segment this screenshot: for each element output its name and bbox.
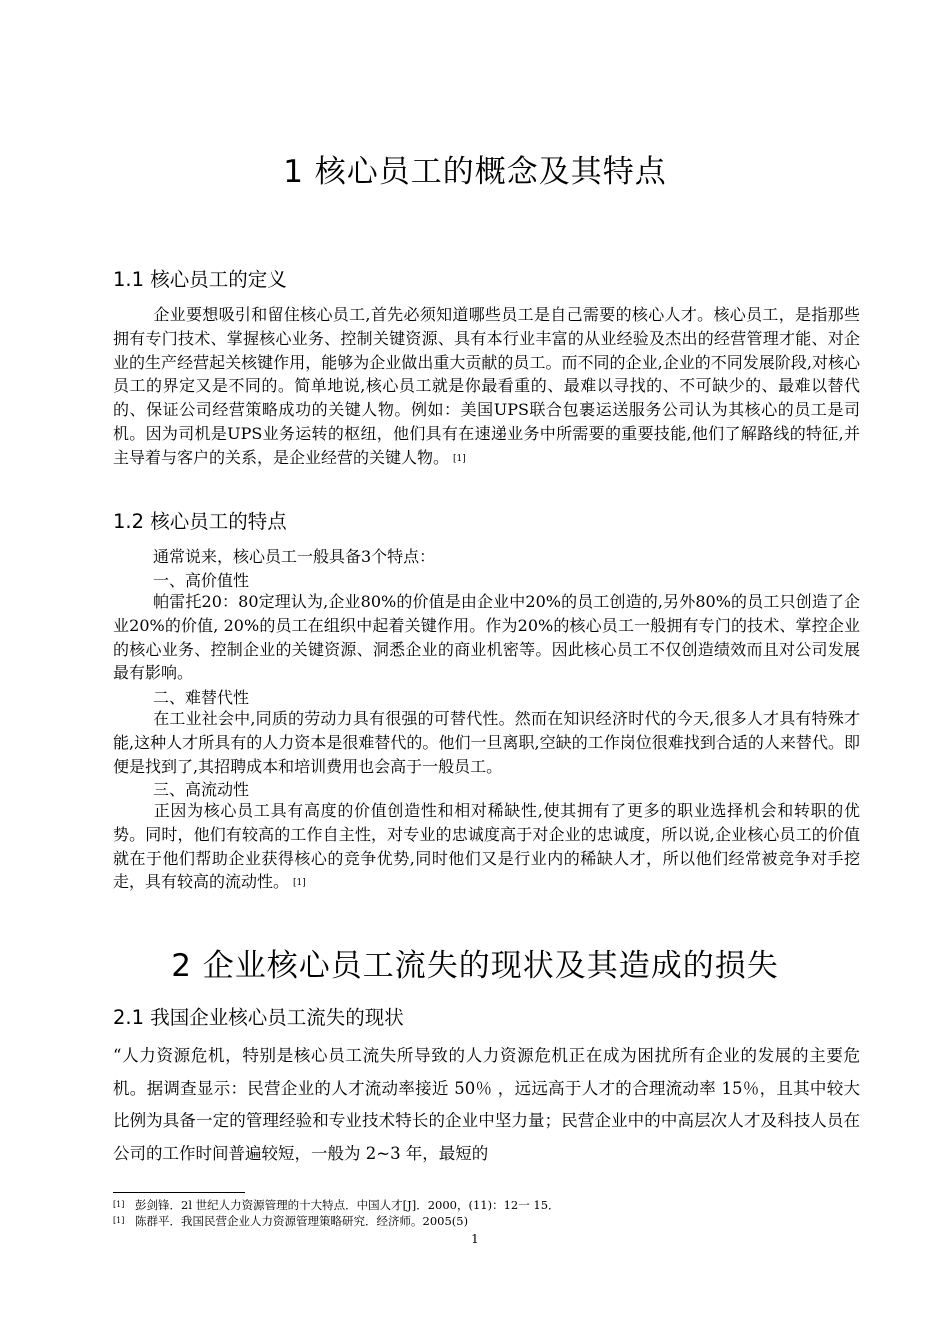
page-number: 1 (471, 1232, 479, 1246)
trait-1-text: 帕雷托20：80定理认为,企业80%的价值是由企业中20%的员工创造的,另外80%的员工只创造了企业20%的价值, 20%的员工在组织中起着关键作用。作为20%的核心员工一般拥有专门的技术、掌控企业的核心业务、控制企业的关键资源、洞悉企业的商业机密等。因此核心员工不仅创造绩效而且对公司发展最有影响。 (113, 592, 860, 683)
section-2-1-heading: 2.1 我国企业核心员工流失的现状 (113, 1006, 404, 1029)
footnote-mark: [1] (113, 1216, 125, 1225)
chapter-2-title: 2 企业核心员工流失的现状及其造成的损失 (171, 948, 779, 984)
trait-2-title: 二、难替代性 (153, 688, 250, 707)
trait-3-title: 三、高流动性 (153, 780, 250, 799)
section-1-1-body (113, 303, 860, 472)
section-1-1-text: 企业要想吸引和留住核心员工,首先必须知道哪些员工是自己需要的核心人才。核心员工，是指那些拥有专门技术、掌握核心业务、控制关键资源、具有本行业丰富的从业经验及杰出的经营管理才能、对企业的生产经营起关核键作用，能够为企业做出重大贡献的员工。而不同的企业,企业的不同发展阶段,对核心员工的界定又是不同的。简单地说,核心员工就是你最看重的、最难以寻找的、不可缺少的、最难以替代的、保证公司经营策略成功的关键人物。例如：美国UPS联合包裹运送服务公司认为其核心的员工是司机。因为司机是UPS业务运转的枢纽，他们具有在速递业务中所需要的重要技能,他们了解路线的特征,并主导着与客户的关系，是企业经营的关键人物。 (113, 305, 860, 467)
footnote-text: 陈群平．我国民营企业人力资源管理策略研究．经济师。2005(5) (135, 1214, 469, 1228)
footnote-divider (113, 1192, 245, 1193)
section-1-2-heading: 1.2 核心员工的特点 (113, 510, 287, 533)
trait-2-text: 在工业社会中,同质的劳动力具有很强的可替代性。然而在知识经济时代的今天,很多人才具有特殊才能,这种人才所具有的人力资本是很难替代的。他们一旦离职,空缺的工作岗位很难找到合适的人来替代。即便是找到了,其招聘成本和培训费用也会高于一般员工。 (113, 709, 860, 776)
trait-1-body (113, 590, 860, 685)
trait-2-body (113, 707, 860, 778)
trait-3-body (113, 799, 860, 896)
chapter-1-title: 1 核心员工的概念及其特点 (283, 154, 667, 190)
section-1-2-intro: 通常说来，核心员工一般具备3个特点： (153, 547, 436, 566)
footnote-1 (113, 1197, 560, 1213)
citation-ref: [1] (293, 878, 306, 889)
section-2-1-text: “人力资源危机，特别是核心员工流失所导致的人力资源危机正在成为困扰所有企业的发展的主要危机。据调查显示：民营企业的人才流动率接近 50％ ，远远高于人才的合理流动率 15％，且其中较大比例为具备一定的管理经验和专业技术特长的企业中坚力量；民营企业中的中高层次人才及科技人员在公司的工作时间普遍较短，一般为 2~3 年，最短的 (113, 1046, 860, 1163)
section-1-1-heading: 1.1 核心员工的定义 (113, 268, 287, 291)
footnote-mark: [1] (113, 1200, 125, 1209)
trait-3-text: 正因为核心员工具有高度的价值创造性和相对稀缺性,使其拥有了更多的职业选择机会和转职的优势。同时，他们有较高的工作自主性，对专业的忠诚度高于对企业的忠诚度，所以说,企业核心员工的价值就在于他们帮助企业获得核心的竞争优势,同时他们又是行业内的稀缺人才，所以他们经常被竞争对手挖走，具有较高的流动性。 (113, 801, 860, 892)
footnote-2 (113, 1213, 468, 1229)
citation-ref: [1] (453, 453, 466, 464)
footnote-text: 彭剑锋．2l 世纪人力资源管理的十大特点．中国人才[J]．2000，(11)：12一 15． (135, 1198, 560, 1212)
section-2-1-body (113, 1040, 860, 1170)
trait-1-title: 一、高价值性 (153, 571, 250, 590)
